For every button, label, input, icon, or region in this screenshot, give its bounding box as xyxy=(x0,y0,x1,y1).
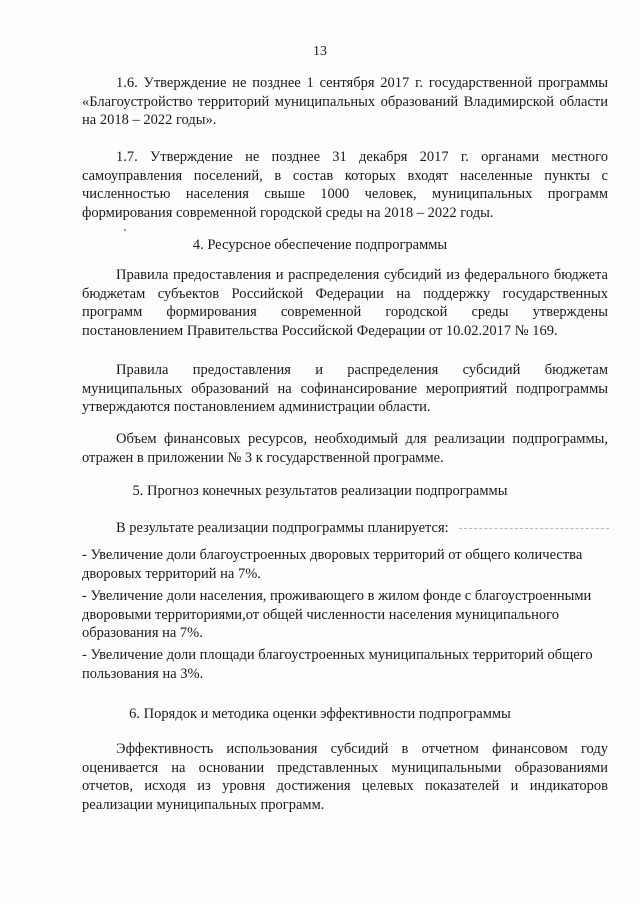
paragraph-1-6: 1.6. Утверждение не позднее 1 сентября 2017 г. государственной программы «Благоустройство территорий муниципальных образований Владимирской области на 2018 – 2022 годы». xyxy=(82,75,608,128)
section-6-paragraph-1: Эффективность использования субсидий в отчетном финансовом году оценивается на основании представленных муниципальными образованиями отчетов, исходя из уровня достижения целевых показателей и индикаторов реализации муниципальных программ. xyxy=(82,741,608,813)
section-4-paragraph-2: Правила предоставления и распределения субсидий бюджетам муниципальных образований на софинансирование мероприятий подпрограммы утверждаются постановлением администрации области. xyxy=(82,362,608,415)
section-4-heading: 4. Ресурсное обеспечение подпрограммы xyxy=(192,237,448,253)
paragraph-1-7: 1.7. Утверждение не позднее 31 декабря 2017 г. органами местного самоуправления поселений, в состав которых входят населенные пункты с численностью населения свыше 1000 человек, муниципальных программ формирования современной городской среды на 2018 – 2022 годы. xyxy=(82,149,608,221)
section-4-paragraph-3: Объем финансовых ресурсов, необходимый для реализации подпрограммы, отражен в приложении № 3 к государственной программе. xyxy=(82,431,608,466)
section-5-intro xyxy=(116,519,616,537)
scan-speck xyxy=(124,229,126,231)
section-5-heading: 5. Прогноз конечных результатов реализации подпрограммы xyxy=(132,483,508,499)
page-number: 13 xyxy=(313,44,327,59)
result-item-2: - Увеличение доли населения, проживающего в жилом фонде с благоустроенными дворовыми территориями,от общей численности населения муниципального образования на 7%. xyxy=(82,588,592,641)
section-6-heading: 6. Порядок и методика оценки эффективности подпрограммы xyxy=(129,706,511,722)
section-4-paragraph-1: Правила предоставления и распределения субсидий из федерального бюджета бюджетам субъектов Российской Федерации на поддержку государственных программ формирования современной городской среды утверждены постановлением Правительства Российской Федерации от 10.02.2017 № 169. xyxy=(82,267,608,339)
section-5-intro-text: В результате реализации подпрограммы планируется: xyxy=(116,520,449,536)
result-item-1: - Увеличение доли благоустроенных дворовых территорий от общего количества дворовых территорий на 7%. xyxy=(82,547,583,582)
result-item-3: - Увеличение доли площади благоустроенных муниципальных территорий общего пользования на 3%. xyxy=(82,647,593,682)
blank-line xyxy=(459,528,609,529)
